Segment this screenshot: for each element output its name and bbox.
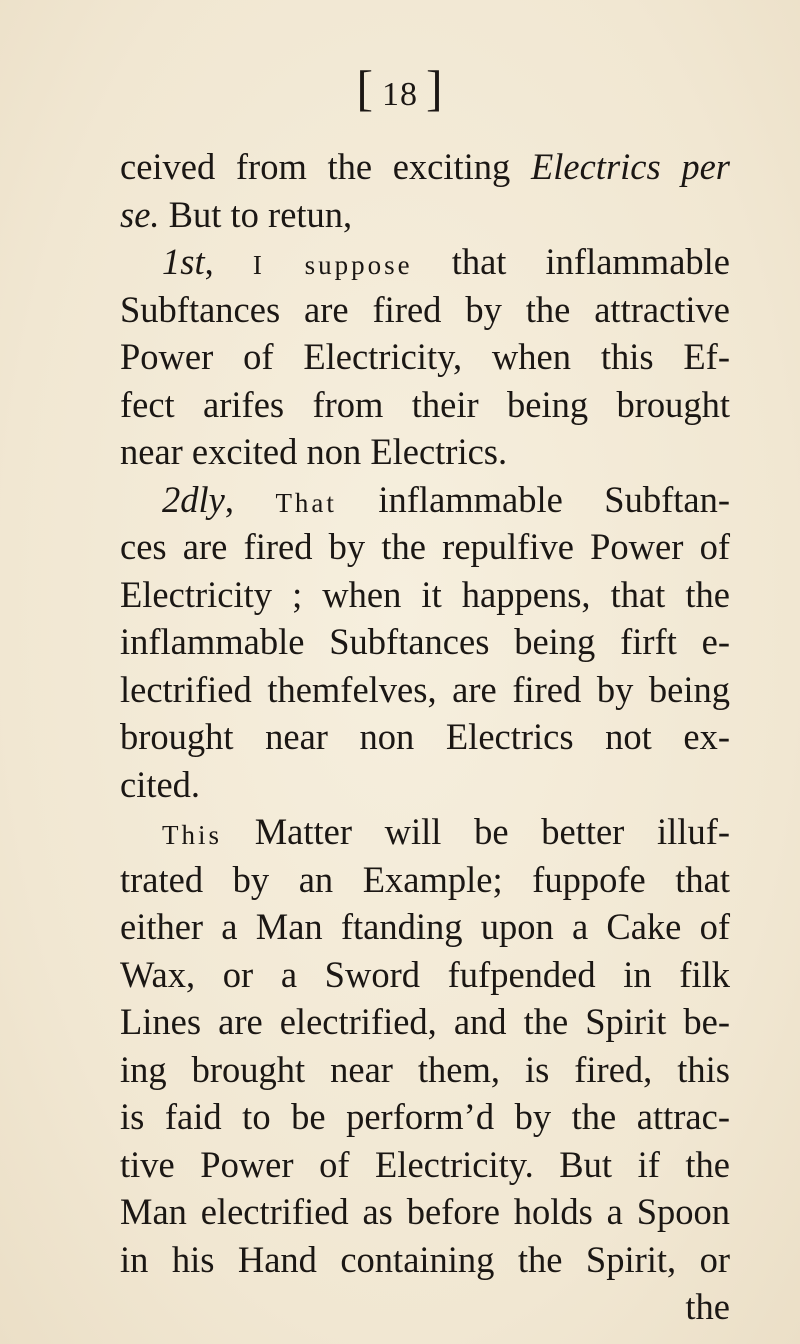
text-line: fect arifes from their being brought [120,383,730,425]
text-line: Power of Electricity, when this Ef- [120,336,730,377]
page-number: 18 [382,76,418,113]
text-line: 1st, I suppose that inflammable [162,241,730,282]
text-line: Subftances are fired by the attractive [120,288,730,330]
text-line: either a Man ftanding upon a Cake of [120,906,730,947]
text-line: se. But to retun, [120,193,353,235]
text-line: near excited non Electrics. [120,431,508,472]
open-bracket: [ [356,60,374,116]
text-line: cited. [120,763,201,805]
text-line: This Matter will be better illuf- [162,811,730,852]
text-line: Man electrified as before holds a Spoon [120,1191,730,1232]
text-line: Lines are electrified, and the Spirit be- [120,1001,730,1042]
text-line: the [685,1286,730,1327]
text-line: trated by an Example; fuppofe that [120,858,730,900]
text-line: is faid to be perform’d by the attrac- [120,1096,730,1137]
text-line: ces are fired by the repulfive Power of [120,526,730,567]
text-line: lectrified themfelves, are fired by being [120,668,730,710]
text-line: Electricity ; when it happens, that the [120,573,730,615]
text-line: tive Power of Electricity. But if the [120,1143,730,1185]
text-line: brought near non Electrics not ex- [120,716,730,757]
text-line: ceived from the exciting Electrics per [120,146,731,187]
page-number-header [0,60,800,123]
close-bracket: ] [426,60,444,116]
text-line: ing brought near them, is fired, this [120,1048,730,1090]
text-line: 2dly, That inflammable Subftan- [162,478,730,520]
text-line: Wax, or a Sword fufpended in filk [120,953,730,995]
text-line: inflammable Subftances being firft e- [120,621,730,662]
text-line: in his Hand containing the Spirit, or [120,1238,730,1280]
